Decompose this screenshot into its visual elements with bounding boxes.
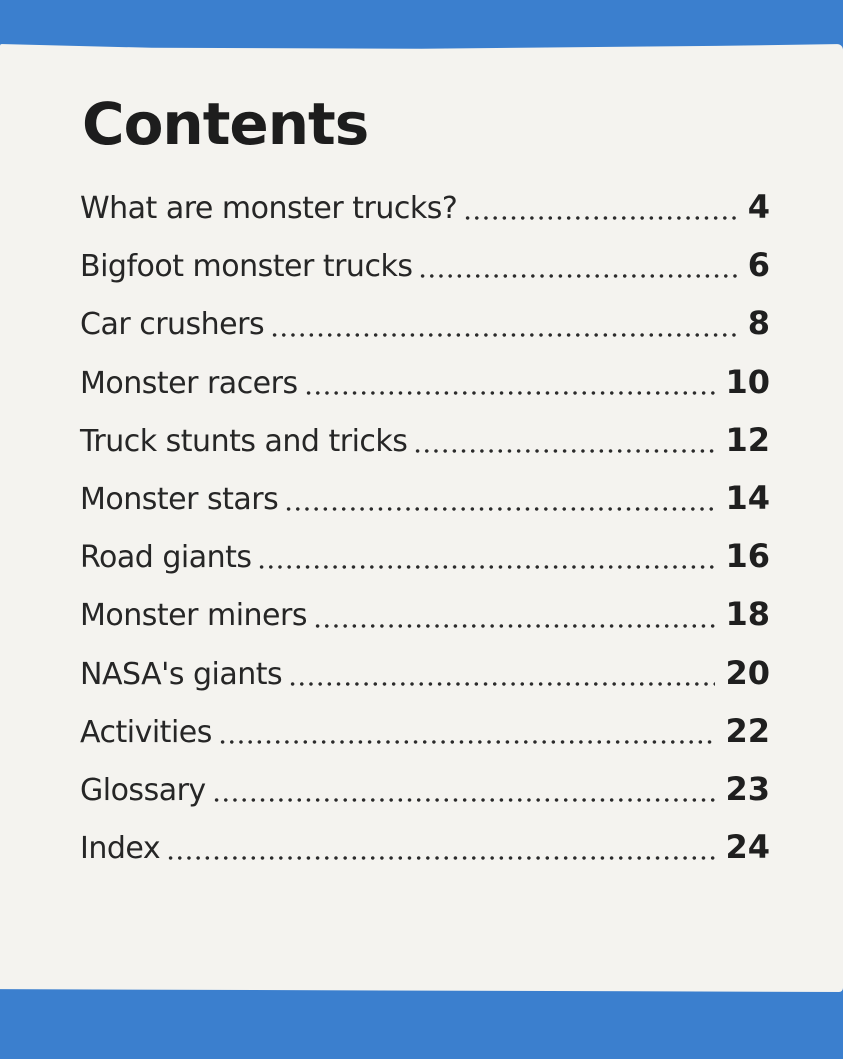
dot-leader [212,798,716,802]
toc-page-number: 8 [747,304,770,343]
toc-page-number: 14 [725,478,770,517]
table-of-contents [80,178,770,876]
toc-entry-label: Monster racers [80,365,298,401]
dot-leader [257,565,715,569]
toc-entry-label: Bigfoot monster trucks [80,249,413,285]
toc-entry [80,818,770,876]
dot-leader [218,740,716,744]
dot-leader [418,274,737,278]
toc-entry [80,469,770,527]
toc-entry [80,294,770,352]
toc-entry-label: What are monster trucks? [80,191,458,226]
toc-entry-label: Glossary [80,772,206,808]
toc-page-number: 20 [725,653,770,692]
toc-page-number: 10 [725,362,770,401]
toc-entry-label: Truck stunts and tricks [80,423,408,459]
toc-entry [80,353,770,411]
toc-entry-label: Monster stars [80,481,279,517]
toc-page-number: 6 [747,246,770,285]
toc-page-number: 12 [725,420,770,459]
toc-page-number: 22 [725,711,770,750]
toc-entry [80,585,770,643]
dot-leader [463,216,737,220]
toc-entry [80,760,770,818]
top-blue-border [0,0,843,46]
toc-entry [80,527,770,585]
toc-entry [80,644,770,702]
toc-entry-label: Index [80,831,161,867]
dot-leader [288,682,715,686]
dot-leader [313,624,716,628]
toc-entry [80,178,770,236]
dot-leader [166,856,715,860]
dot-leader [284,507,715,511]
dot-leader [413,449,715,453]
toc-page-number: 4 [747,188,770,226]
toc-entry-label: Road giants [80,540,252,576]
dot-leader [304,391,716,395]
page-title: Contents [82,90,369,158]
dot-leader [270,333,738,337]
toc-page-number: 23 [725,769,770,808]
toc-page-number: 18 [725,595,770,634]
toc-entry-label: Car crushers [80,307,265,343]
toc-entry [80,411,770,469]
toc-entry [80,702,770,760]
toc-page-number: 16 [725,537,770,576]
toc-entry [80,236,770,294]
toc-entry-label: Monster miners [80,598,307,634]
toc-entry-label: Activities [80,714,212,750]
toc-page-number: 24 [725,828,770,867]
bottom-blue-border [0,988,843,1059]
toc-entry-label: NASA's giants [80,656,283,692]
